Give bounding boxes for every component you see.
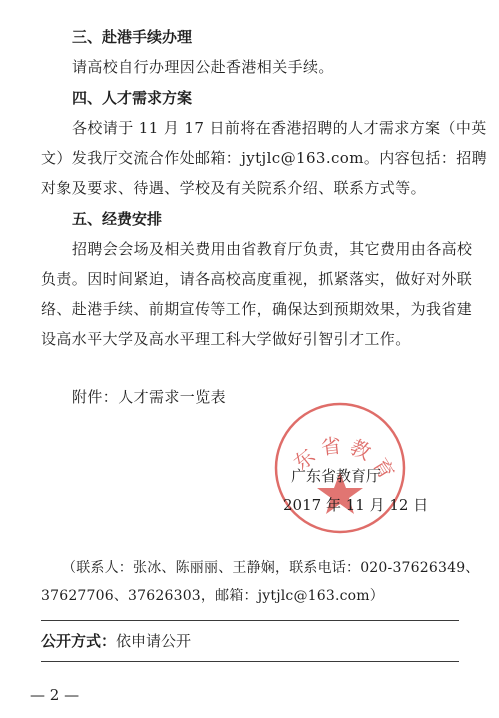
section-4-heading: 四、人才需求方案 xyxy=(72,89,193,107)
section-5-line-4: 设高水平大学及高水平理工科大学做好引智引才工作。 xyxy=(41,330,411,348)
section-3-heading: 三、赴港手续办理 xyxy=(72,28,193,46)
divider-bottom xyxy=(41,661,459,662)
section-5-line-1: 招聘会会场及相关费用由省教育厅负责，其它费用由各高校 xyxy=(72,240,473,258)
disclosure-line xyxy=(41,631,191,651)
page-number: — 2 — xyxy=(30,686,80,704)
signature-date: 2017 年 11 月 12 日 xyxy=(283,496,429,514)
contact-line-1: （联系人：张冰、陈丽丽、王静娴，联系电话：020-37626349、 xyxy=(62,560,480,576)
attachment-line: 附件：人才需求一览表 xyxy=(72,388,227,406)
section-5-line-2: 负责。因时间紧迫，请各高校高度重视，抓紧落实，做好对外联 xyxy=(41,270,473,288)
divider-top xyxy=(41,620,459,621)
section-5-heading: 五、经费安排 xyxy=(72,210,163,228)
disclosure-label: 公开方式： xyxy=(41,632,117,650)
section-4-line-1: 各校请于 11 月 17 日前将在香港招聘的人才需求方案（中英 xyxy=(72,119,487,137)
section-3-line-1: 请高校自行办理因公赴香港相关手续。 xyxy=(72,58,334,76)
section-4-line-3: 对象及要求、待遇、学校及有关院系介绍、联系方式等。 xyxy=(41,179,427,197)
signature-org: 广东省教育厅 xyxy=(291,467,382,485)
disclosure-value: 依申请公开 xyxy=(116,632,192,650)
seal-arc-text: 东省教育 xyxy=(288,432,403,489)
contact-line-2: 37627706、37626303，邮箱：jytjlc@163.com） xyxy=(41,588,384,604)
section-4-line-2: 文）发我厅交流合作处邮箱：jytjlc@163.com。内容包括：招聘 xyxy=(41,149,488,167)
section-5-line-3: 络、赴港手续、前期宣传等工作，确保达到预期效果，为我省建 xyxy=(41,300,473,318)
